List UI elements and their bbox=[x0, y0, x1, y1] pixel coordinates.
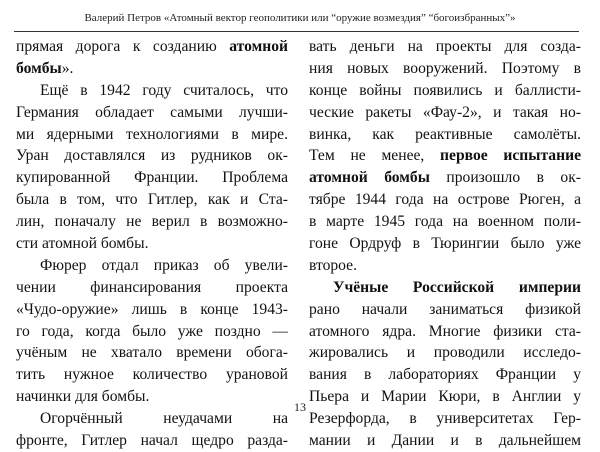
text-run: вания в лабораториях Франции у bbox=[309, 366, 581, 384]
text-run: сти атомной бомбы. bbox=[16, 235, 149, 253]
text-line bbox=[309, 233, 581, 255]
text-line bbox=[16, 58, 288, 80]
bold-text-run: Учёные Российской империи bbox=[333, 278, 581, 296]
text-run: винка, как реактивные самолёты. bbox=[309, 125, 581, 143]
text-run: чении финансирования проекта bbox=[16, 278, 288, 296]
text-run: го года, когда было уже поздно — bbox=[16, 322, 288, 340]
text-run: «Чудо-оружие» лишь в конце 1943- bbox=[16, 300, 288, 318]
text-run: Ещё в 1942 году считалось, что bbox=[40, 81, 288, 99]
text-line bbox=[309, 277, 581, 299]
text-run: рано начали заниматься физикой bbox=[309, 300, 581, 318]
text-line bbox=[16, 36, 288, 58]
text-line bbox=[309, 321, 581, 343]
text-run: Тем не менее, bbox=[309, 147, 441, 165]
text-line bbox=[309, 364, 581, 386]
text-run: Пьера и Марии Кюри, в Англии у bbox=[309, 388, 581, 406]
bold-text-run: атомной bbox=[229, 38, 288, 55]
text-line bbox=[16, 233, 288, 255]
text-line bbox=[309, 167, 581, 189]
text-run: фронте, Гитлер начал щедро разда- bbox=[16, 432, 288, 450]
text-line bbox=[309, 342, 581, 364]
page-number: 13 bbox=[294, 400, 306, 414]
text-line bbox=[16, 189, 288, 211]
text-line bbox=[16, 430, 288, 452]
text-line bbox=[309, 211, 581, 233]
text-run: второе. bbox=[309, 256, 357, 274]
text-line bbox=[16, 255, 288, 277]
text-run: лин, поначалу не верил в возможно- bbox=[16, 213, 288, 231]
text-run: учёным не хватало времени обога- bbox=[16, 344, 288, 362]
text-run: ». bbox=[61, 59, 74, 77]
bold-text-run: бомбы bbox=[16, 59, 62, 77]
text-line bbox=[16, 167, 288, 189]
text-run: начинки для бомбы. bbox=[16, 388, 150, 406]
text-run: произошло в ок- bbox=[429, 169, 581, 187]
text-line bbox=[16, 364, 288, 386]
text-run: Германия обладает самыми лучши- bbox=[16, 103, 288, 121]
text-line bbox=[309, 145, 581, 167]
header-divider bbox=[14, 31, 579, 32]
text-run: ми ядерными технологиями в мире. bbox=[16, 125, 288, 143]
text-line bbox=[16, 277, 288, 299]
text-run: жировались и проводили исследо- bbox=[309, 344, 581, 362]
text-run: тябре 1944 года на острове Рюген, а bbox=[309, 191, 581, 209]
text-run: Резерфорда, в университетах Гер- bbox=[309, 410, 581, 428]
text-line bbox=[16, 342, 288, 364]
bold-text-run: первое испытание bbox=[440, 147, 581, 165]
text-line bbox=[309, 58, 581, 80]
text-run: вать деньги на проекты для созда- bbox=[309, 38, 581, 55]
text-line bbox=[16, 80, 288, 102]
text-line bbox=[309, 189, 581, 211]
text-run: Огорчённый неудачами на bbox=[40, 410, 288, 428]
running-header: Валерий Петров «Атомный вектор геополитики или “оружие возмездия” “богоизбранных”» bbox=[84, 12, 516, 24]
text-run: Фюрер отдал приказ об увели- bbox=[40, 256, 288, 274]
text-run: купированной Франции. Проблема bbox=[16, 169, 288, 187]
right-text-column bbox=[309, 36, 581, 452]
text-run: тить нужное количество урановой bbox=[16, 366, 288, 384]
text-run: была в том, что Гитлер, как и Ста- bbox=[16, 191, 288, 209]
bold-text-run: атомной бомбы bbox=[309, 169, 430, 187]
text-line bbox=[309, 80, 581, 102]
text-line bbox=[16, 211, 288, 233]
text-run: мании и Дании и в дальнейшем bbox=[309, 432, 581, 450]
text-run: в марте 1945 года на военном поли- bbox=[309, 213, 581, 231]
text-line bbox=[16, 124, 288, 146]
text-line bbox=[309, 430, 581, 452]
text-run: конце войны появились и баллисти- bbox=[309, 81, 581, 99]
text-run: гоне Ордруф в Тюрингии было уже bbox=[309, 235, 581, 253]
text-run: атомного ядра. Многие физики ста- bbox=[309, 322, 581, 340]
text-line bbox=[309, 299, 581, 321]
text-line bbox=[309, 255, 581, 277]
text-run: прямая дорога к созданию bbox=[16, 38, 230, 55]
text-line bbox=[16, 145, 288, 167]
left-text-column bbox=[16, 36, 288, 452]
text-line bbox=[16, 102, 288, 124]
text-run: ческие ракеты «Фау-2», и такая но- bbox=[309, 103, 581, 121]
text-run: Уран доставлялся из рудников ок- bbox=[16, 147, 288, 165]
text-line bbox=[309, 124, 581, 146]
text-line bbox=[309, 102, 581, 124]
text-line bbox=[309, 36, 581, 58]
text-line bbox=[16, 321, 288, 343]
text-run: ния новых вооружений. Поэтому в bbox=[309, 59, 581, 77]
text-line bbox=[16, 299, 288, 321]
